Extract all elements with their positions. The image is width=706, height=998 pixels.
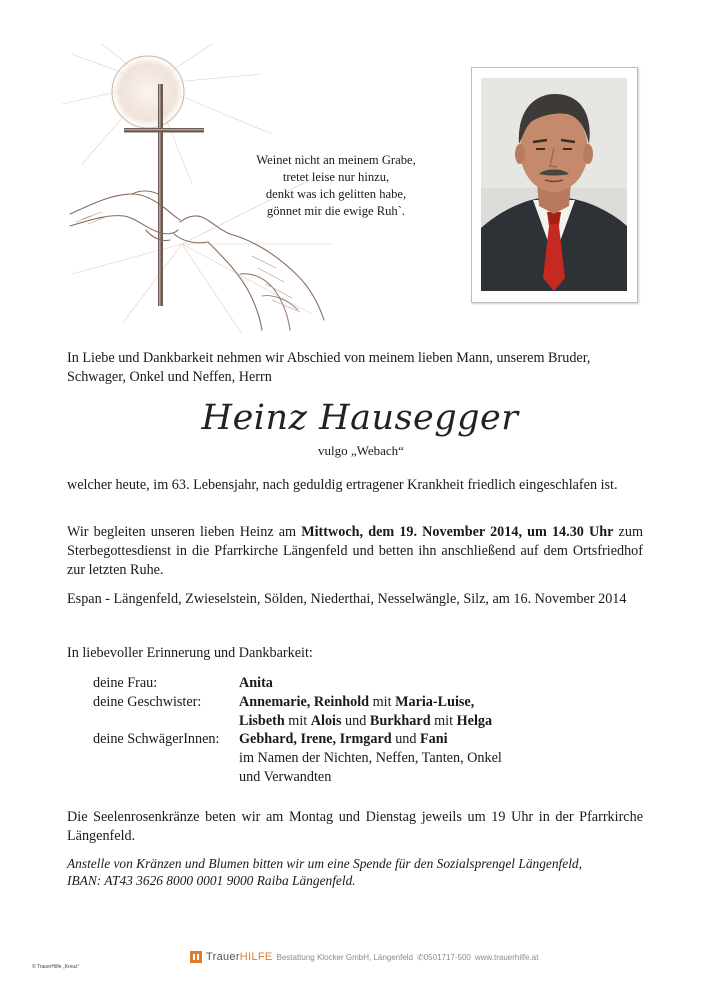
- trauerhilfe-logo-icon: [190, 951, 202, 963]
- funeral-text-post: zum Sterbegottesdienst in die Pfarrkirche Längenfeld und betten ihn anschließend auf dem Ortsfriedhof zur letzten Ruhe.: [67, 524, 643, 578]
- company-name: Bestattung Klocker GmbH, Längenfeld: [276, 952, 414, 962]
- wife-name: Anita: [239, 675, 273, 691]
- donation-iban: IBAN: AT43 3626 8000 0001 9000 Raiba Längenfeld.: [67, 873, 356, 888]
- connector: mit: [284, 712, 311, 729]
- funeral-text-pre: Wir begleiten unseren lieben Heinz am: [67, 524, 302, 540]
- family-row-wife: [93, 674, 593, 693]
- deceased-name: Heinz Hausegger: [201, 398, 519, 438]
- family-row-inlaws: [93, 730, 593, 786]
- inlaws-line: [239, 730, 593, 749]
- portrait-photo: [481, 78, 627, 291]
- rosary-text: Die Seelenrosenkränze beten wir am Montag und Dienstag jeweils um 19 Uhr in der Pfarrkirche Längenfeld.: [67, 809, 643, 844]
- funeral-text: [67, 523, 643, 579]
- inlaw-name: Fani: [420, 731, 448, 748]
- brand-name: [206, 951, 272, 963]
- donation-text: [67, 855, 647, 889]
- spouse-name: Maria-Luise,: [395, 693, 475, 710]
- sibling-names: Annemarie, Reinhold: [239, 693, 370, 710]
- memory-heading: In liebevoller Erinnerung und Dankbarkeit:: [67, 645, 313, 661]
- spouse-name: Helga: [456, 712, 493, 729]
- portrait-frame: [471, 67, 638, 303]
- sibling-name: Burkhard: [369, 712, 431, 729]
- sibling-name: Lisbeth: [239, 712, 285, 729]
- connector: und: [341, 712, 370, 729]
- intro-text: In Liebe und Dankbarkeit nehmen wir Abschied von meinem lieben Mann, unserem Bruder, Schwager, Onkel und Neffen, Herrn: [67, 350, 591, 385]
- left-hand-sketch: [70, 191, 180, 241]
- poem: [238, 152, 434, 220]
- phone-number: ✆0501717-500: [417, 952, 471, 962]
- footer: [190, 951, 538, 963]
- brand-part-accent: HILFE: [239, 951, 273, 963]
- deceased-nickname: vulgo „Webach“: [318, 443, 404, 458]
- poem-line: denkt was ich gelitten habe,: [265, 187, 407, 201]
- siblings-line: [239, 712, 593, 731]
- poem-line: tretet leise nur hinzu,: [282, 170, 390, 184]
- portrait-image: [481, 78, 627, 291]
- siblings-line: [239, 693, 593, 712]
- brand-part: Trauer: [206, 951, 240, 963]
- inlaws-label: deine SchwägerInnen:: [93, 731, 220, 748]
- family-row-siblings: [93, 693, 593, 731]
- connector: und: [391, 731, 421, 748]
- inlaws-line: im Namen der Nichten, Neffen, Tanten, Onkel: [239, 750, 502, 767]
- copyright-note: © TrauerHilfe „Kreuz“: [32, 964, 80, 970]
- donation-line: Anstelle von Kränzen und Blumen bitten wir um eine Spende für den Sozialsprengel Längenfeld,: [67, 856, 582, 871]
- inlaw-names: Gebhard, Irene, Irmgard: [239, 731, 392, 748]
- poem-line: Weinet nicht an meinem Grabe,: [256, 153, 416, 167]
- inlaws-line: und Verwandten: [239, 768, 332, 785]
- sun-shape: [108, 52, 188, 132]
- places-and-date: Espan - Längenfeld, Zwieselstein, Sölden, Niederthai, Nesselwängle, Silz, am 16. November 2014: [67, 591, 627, 607]
- family-list: [93, 674, 593, 787]
- siblings-label: deine Geschwister:: [93, 693, 202, 710]
- wife-label: deine Frau:: [93, 675, 158, 691]
- poem-line: gönnet mir die ewige Ruh`.: [266, 204, 406, 218]
- spouse-name: Alois: [310, 712, 342, 729]
- website-link[interactable]: www.trauerhilfe.at: [474, 952, 539, 962]
- right-hand-sketch: [174, 216, 324, 330]
- funeral-date-time: Mittwoch, dem 19. November 2014, um 14.30 Uhr: [301, 524, 614, 540]
- passing-text: welcher heute, im 63. Lebensjahr, nach geduldig ertragener Krankheit friedlich eingeschlafen ist.: [67, 477, 618, 493]
- connector: mit: [369, 693, 396, 710]
- connector: mit: [430, 712, 457, 729]
